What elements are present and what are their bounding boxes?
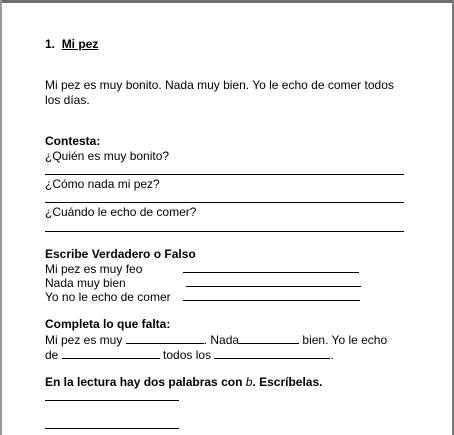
completa-text-1a: Mi pez es muy [45, 333, 123, 347]
exercise-title-text: Mi pez [61, 37, 99, 51]
lectura-heading-b: . Escríbelas. [252, 375, 323, 389]
answer-line-1[interactable] [45, 174, 404, 175]
completa-blank-4[interactable] [214, 347, 330, 359]
completa-blank-2[interactable] [239, 332, 299, 344]
word-answer-line-1[interactable] [45, 400, 179, 401]
vf-answer-line-2[interactable] [186, 286, 361, 287]
completa-text-1c: bien. Yo le echo [302, 333, 388, 347]
vf-item-2: Nada muy bien [45, 276, 126, 290]
lectura-heading [45, 375, 322, 389]
vf-heading: Escribe Verdadero o Falso [45, 247, 196, 261]
vf-answer-line-1[interactable] [183, 272, 359, 273]
lectura-heading-letter: b [245, 375, 253, 389]
vf-item-1: Mi pez es muy feo [45, 262, 143, 276]
contesta-heading: Contesta: [45, 134, 101, 148]
question-3: ¿Cuándo le echo de comer? [45, 205, 197, 219]
completa-text-1b: . Nada [203, 333, 240, 347]
lectura-heading-a: En la lectura hay dos palabras con [45, 375, 246, 389]
exercise-title [45, 37, 98, 51]
completa-line-1 [45, 332, 387, 347]
completa-blank-3[interactable] [62, 347, 160, 359]
completa-text-2c: . [330, 348, 334, 362]
exercise-number: 1. [45, 37, 56, 51]
completa-line-2 [45, 347, 334, 362]
reading-line-1: Mi pez es muy bonito. Nada muy bien. Yo le echo de comer todos [45, 78, 394, 92]
answer-line-2[interactable] [45, 202, 404, 203]
question-1: ¿Quién es muy bonito? [45, 149, 170, 163]
vf-answer-line-3[interactable] [183, 300, 360, 301]
completa-text-2b: todos los [163, 348, 212, 362]
completa-heading: Completa lo que falta: [45, 317, 171, 331]
word-answer-line-2[interactable] [45, 428, 179, 429]
reading-line-2: los días. [45, 93, 90, 107]
completa-blank-1[interactable] [126, 332, 204, 344]
vf-item-3: Yo no le echo de comer [45, 290, 171, 304]
answer-line-3[interactable] [45, 231, 404, 232]
question-2: ¿Cómo nada mi pez? [45, 177, 160, 191]
completa-text-2a: de [45, 348, 59, 362]
